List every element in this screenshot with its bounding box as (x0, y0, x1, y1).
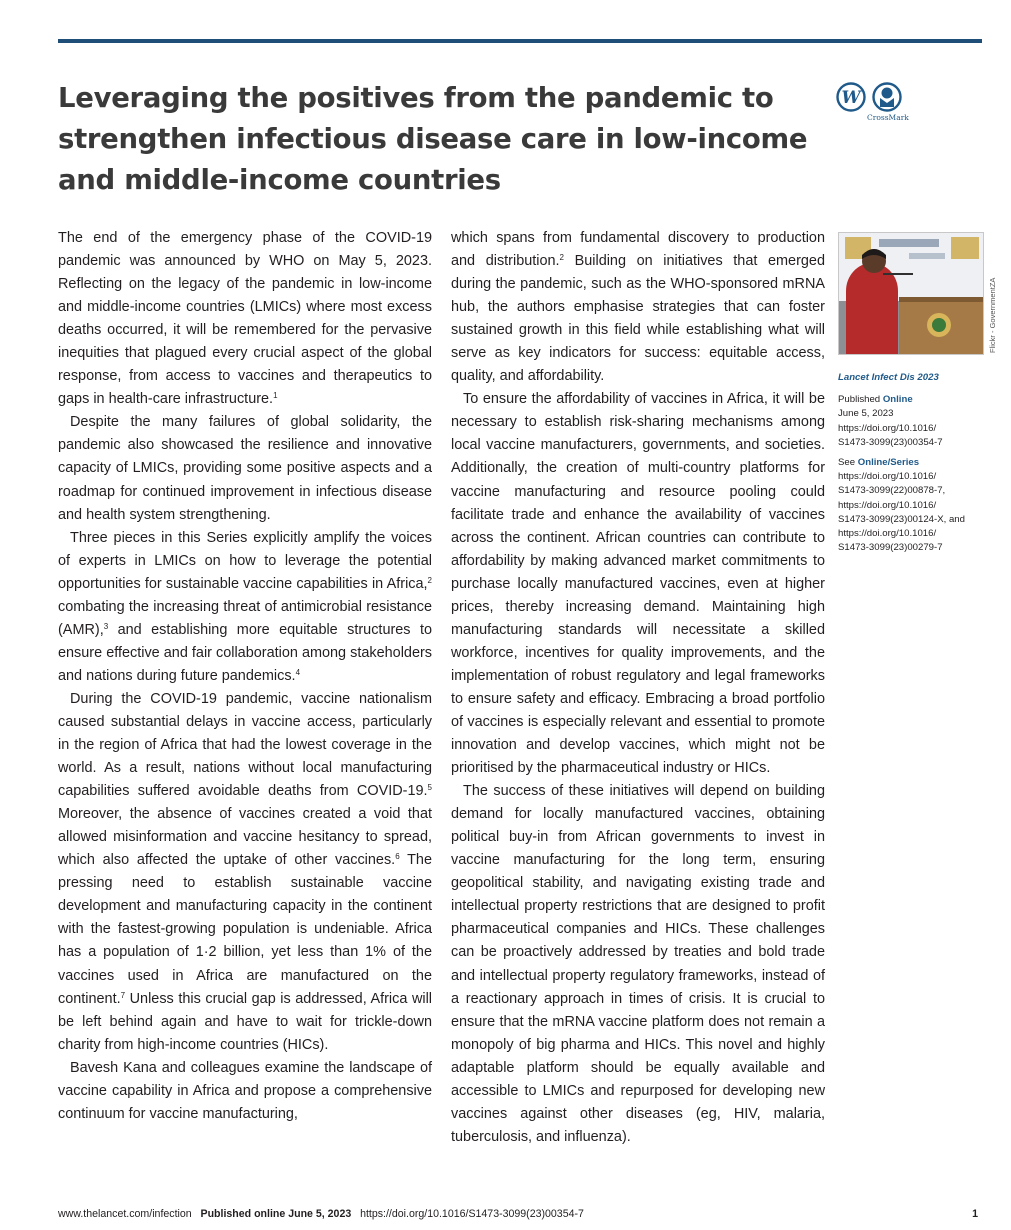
reference-link[interactable]: 4 (295, 667, 301, 677)
publication-info: Published Online June 5, 2023 https://doi.org/10.1016/ S1473-3099(23)00354-7 (838, 393, 998, 450)
related-link[interactable]: https://doi.org/10.1016/ (838, 499, 937, 511)
related-link[interactable]: S1473-3099(23)00279-7 (838, 542, 943, 554)
column-left (58, 227, 432, 1126)
reference-link[interactable]: 5 (427, 783, 432, 793)
photo-credit: Flickr - GovernmentZA (988, 277, 997, 353)
open-access-w-icon[interactable] (836, 82, 866, 112)
journal-citation: Lancet Infect Dis 2023 (838, 372, 939, 383)
online-link[interactable]: Online (882, 394, 913, 406)
column-middle (451, 227, 825, 1149)
related-link[interactable]: https://doi.org/10.1016/ (838, 528, 937, 540)
paragraph: Bavesh Kana and colleagues examine the landscape of vaccine capability in Africa and propose a comprehensive continuum for vaccine manufacturing, (58, 1059, 432, 1122)
crossmark-label: CrossMark (867, 113, 909, 122)
related-link[interactable]: S1473-3099(22)00878-7, (838, 485, 946, 497)
badges (836, 82, 916, 128)
speaker-photo-image (839, 233, 983, 354)
reference-link[interactable]: 7 (120, 990, 126, 1000)
paragraph: The success of these initiatives will depend on building demand for locally manufactured vaccines, obtaining political buy-in from African governments to invest in vaccine manufacturing for the long term, ensuring geopolitical stability, and navigating existing trade and intellectual property restrictions that are designed to profit pharmaceutical companies and HICs. These challenges can be proactively addressed by treaties and bold trade and intellectual property regulatory frameworks, instead of a reactionary approach in times of crisis. It is crucial to ensure that the mRNA vaccine platform does not remain a monopoly of big pharma and HICs. This novel and highly adaptable platform should be equally available and accessible to LMICs and repurposed for developing new vaccines against other diseases (eg, HIV, malaria, tuberculosis, and influenza). (451, 783, 825, 1145)
reference-link[interactable]: 3 (103, 621, 109, 631)
series-link[interactable]: Online/Series (857, 457, 920, 469)
page-footer (58, 1208, 982, 1220)
paragraph: which spans from fundamental discovery to production and distribution.$^2$ Building on initiatives that emerged during the pandemic, such as the WHO-sponsored mRNA hub, the authors emphasise strategies that can foster sustained growth in this field while establishing what will serve as key indicators for success: equitable access, quality, and affordability. (451, 230, 825, 385)
doi-link[interactable]: https://doi.org/10.1016/ (838, 422, 937, 434)
paragraph: The end of the emergency phase of the COVID-19 pandemic was announced by WHO on May 5, 2023. Reflecting on the legacy of the pandemic in low-income and middle-income countries (LMICs) where most excess deaths occurred, it will be remembered for the pervasive inequities that plagued every crucial aspect of the global response, from access to vaccines and therapeutics to gaps in health-care infrastructure.$^1$ (58, 230, 432, 408)
svg-text:W: W (841, 88, 861, 108)
sidebar (838, 371, 998, 561)
paragraph: During the COVID-19 pandemic, vaccine nationalism caused substantial delays in vaccine access, particularly in the region of Africa that had the lowest coverage in the world. As a result, nations without local manufacturing capabilities suffered avoidable deaths from COVID-19.$^5$ Moreover, the absence of vaccines created a void that allowed misinformation and vaccine hesitancy to spread, which also affected the uptake of other vaccines.$^6$ The pressing need to establish sustainable vaccine development and manufacturing capacity in the continent with the fastest-growing population is undeniable. Africa has a population of 1·2 billion, yet less than 1% of the vaccines used in Africa are manufactured on the continent.$^7$ Unless this crucial gap is addressed, Africa will be left behind again and have to wait for trickle-down charity from high-income countries (HICs). (58, 690, 432, 1053)
paragraph: To ensure the affordability of vaccines in Africa, it will be necessary to establish risk-sharing mechanisms among local vaccine manufacturers, governments, and societies. Additionally, the creation of multi-country platforms for vaccine manufacturing and resource pooling could facilitate trade and enhance the availability of vaccines across the continent. African countries can contribute to affordability by making advanced market commitments to purchase locally manufactured vaccines, even at higher prices, thereby increasing demand. Maintaining high manufacturing standards will necessitate a skilled workforce, incentives for quality improvements, and the implementation of robust regulatory and legal frameworks to ensure safety and efficacy. Embracing a broad portfolio of vaccines is especially relevant and essential to promote innovation and develop vaccines, which might not be prioritised by the pharmaceutical industry or HICs. (451, 391, 825, 777)
top-rule (58, 39, 982, 43)
reference-link[interactable]: 2 (559, 253, 564, 263)
crossmark-icon[interactable] (872, 82, 902, 112)
photo (838, 232, 984, 355)
footer-site-link[interactable]: www.thelancet.com/infection (58, 1208, 192, 1220)
publication-date: June 5, 2023 (838, 408, 894, 420)
paragraph: Three pieces in this Series explicitly amplify the voices of experts in LMICs on how to leverage the potential opportunities for sustainable vaccine capabilities in Africa,$^2$ combating the increasing threat of antimicrobial resistance (AMR),$^3$ and establishing more equitable structures to ensure effective and fair collaboration among stakeholders and nations during future pandemics.$^4$ (58, 529, 432, 684)
doi-link[interactable]: S1473-3099(23)00354-7 (838, 436, 943, 448)
footer-doi-link[interactable]: https://doi.org/10.1016/S1473-3099(23)00354-7 (360, 1208, 584, 1220)
reference-link[interactable]: 6 (395, 852, 400, 862)
footer-published: Published online June 5, 2023 (200, 1208, 352, 1220)
reference-link[interactable]: 1 (273, 391, 278, 401)
related-link[interactable]: S1473-3099(23)00124-X, and (838, 513, 965, 525)
related-link[interactable]: https://doi.org/10.1016/ (838, 471, 937, 483)
page-number: 1 (972, 1208, 978, 1220)
reference-link[interactable]: 2 (427, 575, 432, 585)
paragraph: Despite the many failures of global solidarity, the pandemic also showcased the resilience and innovative capacity of LMICs, providing some positive aspects and a roadmap for continued improvement in infectious disease and health system strengthening. (58, 414, 432, 523)
article-title: Leveraging the positives from the pandemic to strengthen infectious disease care in low-income and middle-income countries (58, 82, 808, 196)
see-also: See Online/Series https://doi.org/10.1016/ S1473-3099(22)00878-7, https://doi.org/10.1016/ S1473-3099(23)00124-X, and https://doi.org/10.1016/ S1473-3099(23)00279-7 (838, 456, 998, 555)
